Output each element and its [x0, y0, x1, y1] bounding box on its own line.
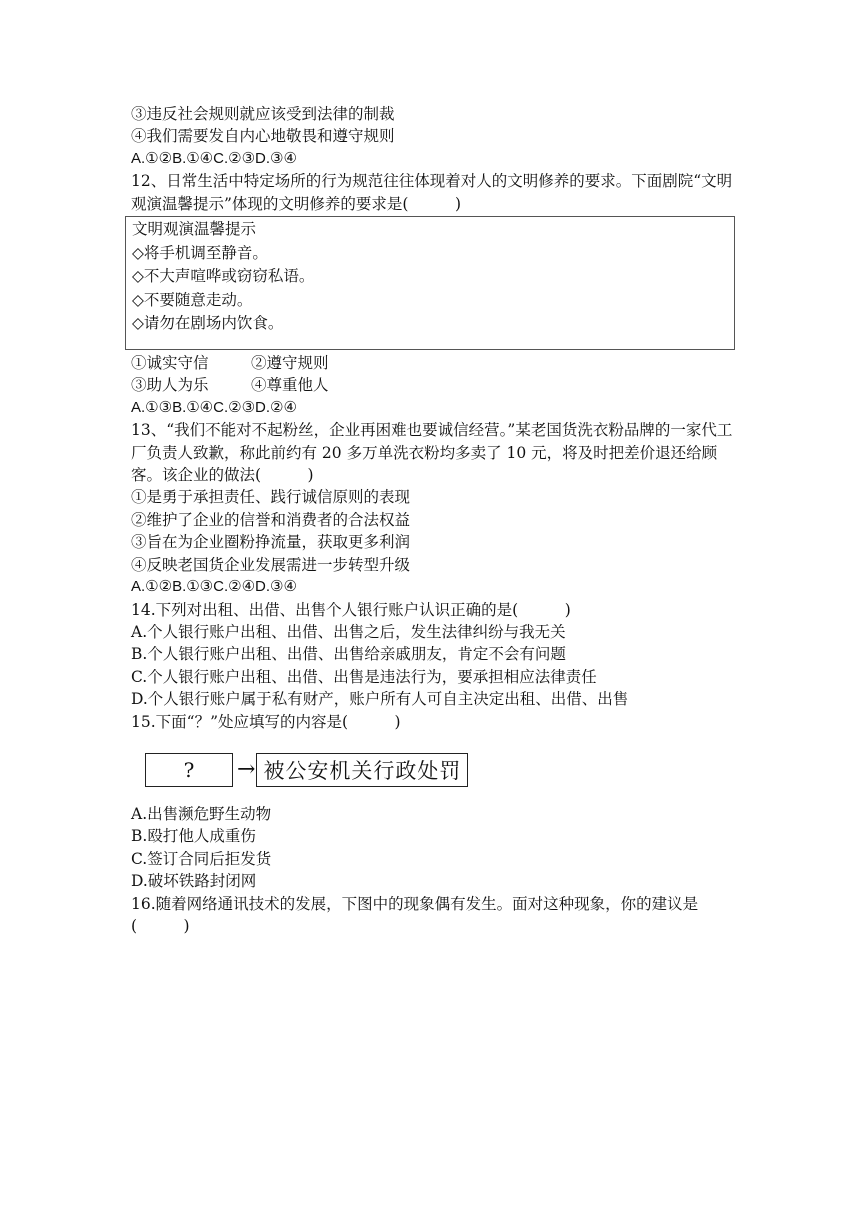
q12-notice-box	[125, 216, 735, 350]
q12-item: ④尊重他人	[251, 376, 329, 395]
q12-item: ③助人为乐	[131, 376, 209, 395]
q15-option-b: B.殴打他人成重伤	[131, 827, 256, 846]
notice-item: ◇不大声喧哗或窃窃私语。	[132, 267, 315, 286]
notice-item: ◇不要随意走动。	[132, 290, 253, 309]
q12-stem: 12、日常生活中特定场所的行为规范往往体现着对人的文明修养的要求。下面剧院“文明观演温馨提示”体现的文明修养的要求是( )	[131, 172, 733, 213]
q15-option-c: C.签订合同后拒发货	[131, 849, 272, 868]
statement-3: ③违反社会规则就应该受到法律的制裁	[131, 105, 395, 123]
q15-stem: 15.下面“？”处应填写的内容是( )	[131, 712, 401, 731]
q13-item: ④反映老国货企业发展需进一步转型升级	[131, 555, 411, 574]
q13-options: A.①②B.①③C.②④D.③④	[131, 578, 297, 596]
q13-item: ②维护了企业的信誉和消费者的合法权益	[131, 510, 411, 529]
q15-option-a: A.出售濒危野生动物	[131, 804, 272, 823]
q14-option-c: C.个人银行账户出租、出借、出售是违法行为，要承担相应法律责任	[131, 667, 597, 686]
q13-stem: 13、“我们不能对不起粉丝，企业再困难也要诚信经营。”某老国货洗衣粉品牌的一家代工厂负责人致歉，称此前约有 20 多万单洗衣粉均多卖了 10 元，将及时把差价退还给顾客。该企业的做法( )	[131, 421, 733, 485]
q16-stem: 16.随着网络通讯技术的发展，下图中的现象偶有发生。面对这种现象，你的建议是( )	[131, 894, 699, 935]
q14-option-b: B.个人银行账户出租、出借、出售给亲戚朋友，肯定不会有问题	[131, 645, 566, 664]
q15-option-d: D.破坏铁路封闭网	[131, 872, 257, 891]
q12-items-row	[131, 352, 743, 374]
q12-item: ②遵守规则	[251, 354, 329, 373]
notice-item: ◇请勿在剧场内饮食。	[132, 314, 284, 333]
arrow-right-icon: →	[237, 756, 256, 782]
q14-option-d: D.个人银行账户属于私有财产，账户所有人可自主决定出租、出借、出售	[131, 690, 629, 709]
q12-item: ①诚实守信	[131, 354, 209, 373]
q12-items-row	[131, 374, 743, 396]
question-mark-box: ?	[145, 753, 233, 787]
result-box: 被公安机关行政处罚	[256, 753, 468, 787]
notice-item: ◇将手机调至静音。	[132, 243, 268, 262]
statement-4: ④我们需要发自内心地敬畏和遵守规则	[131, 127, 395, 146]
q12-options: A.①③B.①④C.②③D.②④	[131, 398, 297, 416]
q13-item: ①是勇于承担责任、践行诚信原则的表现	[131, 488, 411, 507]
q14-option-a: A.个人银行账户出租、出借、出售之后，发生法律纠纷与我无关	[131, 622, 566, 641]
q11-options: A.①②B.①④C.②③D.③④	[131, 149, 297, 167]
q13-item: ③旨在为企业圈粉挣流量，获取更多利润	[131, 533, 411, 552]
q14-stem: 14.下列对出租、出借、出售个人银行账户认识正确的是( )	[131, 600, 571, 619]
notice-title: 文明观演温馨提示	[132, 220, 257, 239]
q15-flow-diagram	[145, 753, 743, 787]
exam-page	[131, 103, 743, 937]
